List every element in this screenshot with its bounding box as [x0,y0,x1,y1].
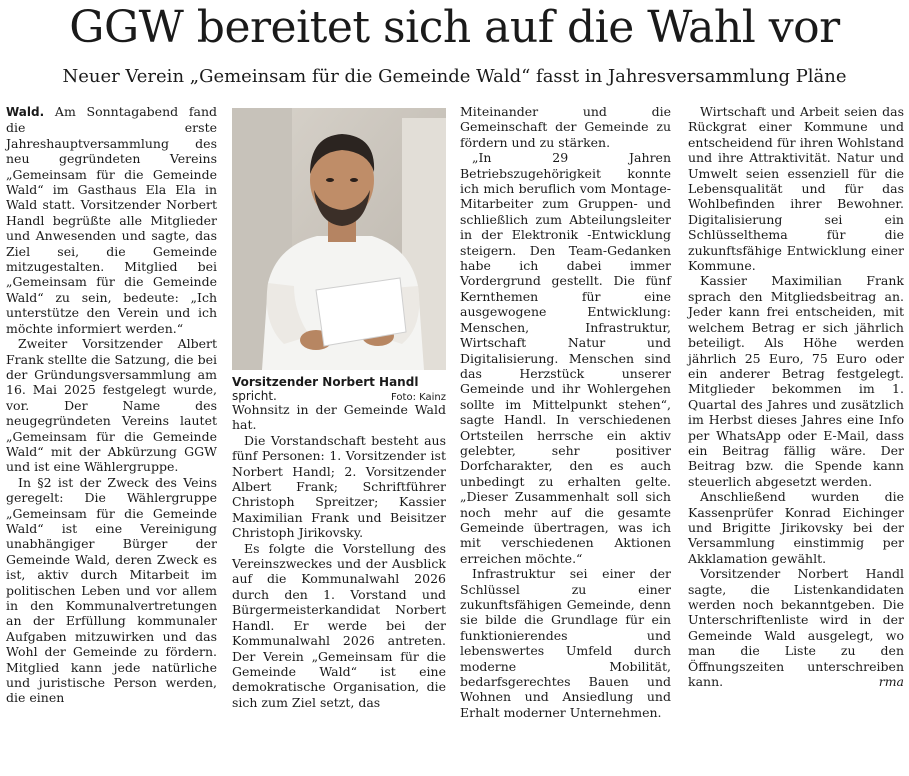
paragraph: Wirtschaft und Arbeit seien das Rückgrat einer Kommune und entscheidend für ihren Wohlstand und ihre Attraktivität. Natur und Umwelt seien essenziell für die Lebensqualität und für das Wohlbefinden ihrer Bewohner. Digitalisierung sei ein Schlüsselthema für die zukunftsfähige Entwicklung einer Kommune. [688,104,904,274]
paragraph: Anschließend wurden die Kassenprüfer Konrad Eichinger und Brigitte Jirikovsky bei der Versammlung einstimmig per Akklamation gewählt. [688,489,904,566]
article-column-1 [6,104,217,706]
dateline: Wald. [6,105,45,119]
photo-credit: Foto: Kainz [391,392,446,403]
paragraph: Infrastruktur sei einer der Schlüssel zu einer zukunftsfähigen Gemeinde, denn sie bilde die Grundlage für ein funktionierendes und lebenswertes Umfeld durch moderne Mobilität, bedarfsgerechtes Bauen und Wohnen und Ansiedlung und Erhalt moderner Unternehmen. [460,566,671,720]
article-headline: GGW bereitet sich auf die Wahl vor [69,2,840,53]
paragraph: Wohnsitz in der Gemeinde Wald hat. [232,402,446,433]
article-column-2 [232,402,446,710]
article-subheadline: Neuer Verein „Gemeinsam für die Gemeinde Wald“ fasst in Jahresversammlung Pläne [62,66,847,87]
paragraph-text: Vorsitzender Norbert Handl sagte, die Listenkandidaten werden noch bekanntgeben. Die Unterschriftenliste wird in der Gemeinde Wald ausgelegt, wo man die Liste zu den Öffnungszeiten unterschreiben kann. [688,566,904,690]
caption-text: spricht. [232,389,277,403]
paragraph [688,566,904,689]
paragraph-text: Am Sonntagabend fand die erste Jahreshauptversammlung des neu gegründeten Vereins „Gemeinsam für die Gemeinde Wald“ im Gasthaus Ela Ela in Wald statt. Vorsitzender Norbert Handl begrüßte alle Mitglieder und Anwesenden und sagte, das Ziel sei, die Gemeinde mitzugestalten. Mitglied bei „Gemeinsam für die Gemeinde Wald“ zu sein, bedeute: „Ich unterstütze den Verein und ich möchte informiert werden.“ [6,104,217,336]
paragraph: Miteinander und die Gemeinschaft der Gemeinde zu fördern und zu stärken. [460,104,671,150]
paragraph: Zweiter Vorsitzender Albert Frank stellte die Satzung, die bei der Gründungsversammlung am 16. Mai 2025 festgelegt wurde, vor. Der Name des neugegründeten Vereins lautet „Gemeinsam für die Gemeinde Wald“ mit der Abkürzung GGW und ist eine Wählergruppe. [6,336,217,475]
paragraph: „In 29 Jahren Betriebszugehörigkeit konnte ich mich beruflich vom Montage-Mitarbeiter zum Gruppen- und schließlich zum Abteilungsleiter in der Elektronik -Entwicklung steigern. Den Team-Gedanken habe ich dabei immer Vordergrund gestellt. Die fünf Kernthemen für eine ausgewogene Entwicklung: Menschen, Infrastruktur, Wirtschaft Natur und Digitalisierung. Menschen sind das Herzstück unserer Gemeinde und ihr Wohlergehen sollte im Mittelpunkt stehen“, sagte Handl. In verschiedenen Ortsteilen herrsche ein aktiv gelebter, sehr positiver Dorfcharakter, den es auch unbedingt zu erhalten gelte. „Dieser Zusammenhalt soll sich noch mehr auf die gesamte Gemeinde übertragen, was ich mit verschiedenen Aktionen erreichen möchte.“ [460,150,671,566]
caption-speaker: Vorsitzender Norbert Handl [232,375,419,389]
paragraph: Die Vorstandschaft besteht aus fünf Personen: 1. Vorsitzender ist Norbert Handl; 2. Vorsitzender Albert Frank; Schriftführer Christoph Spreitzer; Kassier Maximilian Frank und Beisitzer Christoph Jirikovsky. [232,432,446,541]
paragraph [6,104,217,336]
article-column-4 [688,104,904,689]
paragraph: Kassier Maximilian Frank sprach den Mitgliedsbeitrag an. Jeder kann frei entscheiden, mit welchem Betrag er sich jährlich beteiligt. Als Höhe werden jährlich 25 Euro, 75 Euro oder ein anderer Betrag festgelegt. Mitglieder bekommen im 1. Quartal des Jahres und zusätzlich im Herbst dieses Jahres eine Info per WhatsApp oder E-Mail, dass ein Beitrag fällig wäre. Der Beitrag bzw. die Spende kann steuerlich abgesetzt werden. [688,273,904,489]
article-column-3 [460,104,671,720]
article-photo [232,108,446,370]
author-signature: rma [878,674,904,690]
speaker-photo-illustration [232,108,446,370]
photo-caption [232,375,446,405]
paragraph: In §2 ist der Zweck des Veins geregelt: Die Wählergruppe „Gemeinsam für die Gemeinde Wald“ ist eine Vereinigung unabhängiger Bürger der Gemeinde Wald, deren Zweck es ist, aktiv durch Mitarbeit im politischen Leben und vor allem in den Kommunalvertretungen an der Erfüllung kommunaler Aufgaben mitzuwirken und das Wohl der Gemeinde zu fördern. Mitglied kann jede natürliche und juristische Person werden, die einen [6,474,217,706]
paragraph: Es folgte die Vorstellung des Vereinszweckes und der Ausblick auf die Kommunalwahl 2026 durch den 1. Vorstand und Bürgermeisterkandidat Norbert Handl. Er werde bei der Kommunalwahl 2026 antreten. Der Verein „Gemeinsam für die Gemeinde Wald“ ist eine demokratische Organisation, die sich zum Ziel setzt, das [232,540,446,710]
